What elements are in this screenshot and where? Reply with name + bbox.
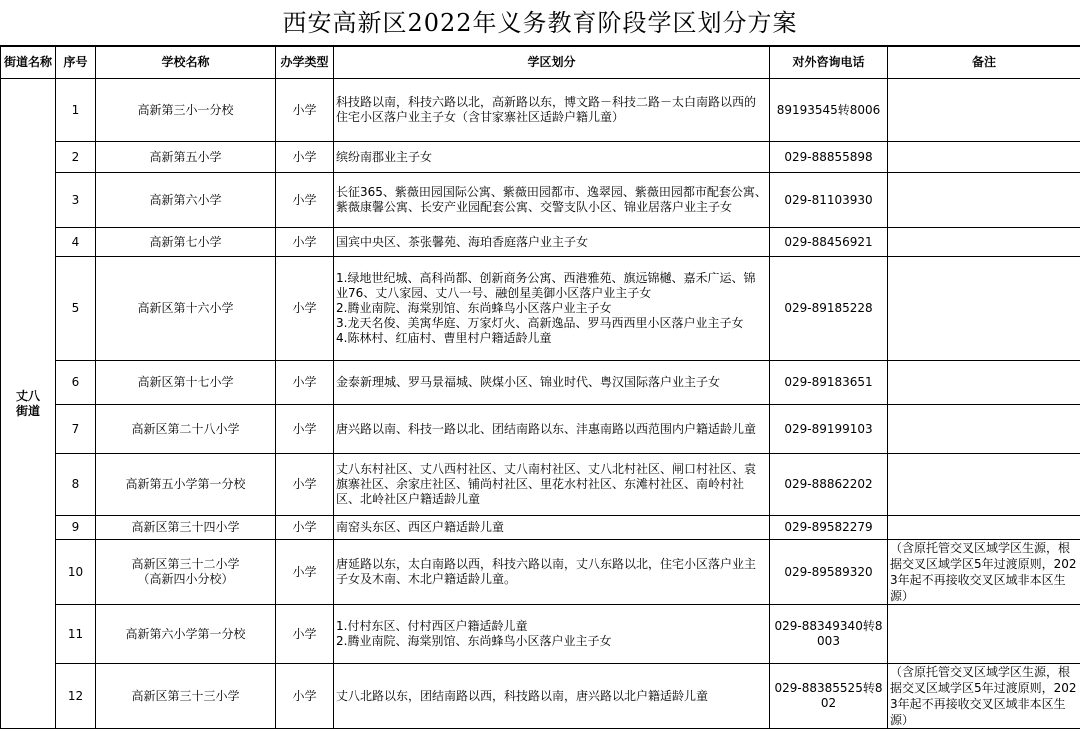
school-name-cell: 高新区第二十八小学 <box>96 405 276 454</box>
school-district-table <box>0 46 1080 729</box>
school-type-cell: 小学 <box>276 540 334 605</box>
header-school: 学校名称 <box>96 47 276 79</box>
school-name-cell: 高新第七小学 <box>96 228 276 257</box>
school-name-cell: 高新第五小学第一分校 <box>96 454 276 516</box>
phone-cell: 029-88862202 <box>770 454 888 516</box>
school-name-cell: 高新区第三十二小学 （高新四小分校） <box>96 540 276 605</box>
district-cell: 丈八北路以东，团结南路以西，科技路以南，唐兴路以北户籍适龄儿童 <box>334 664 770 729</box>
header-note: 备注 <box>888 47 1080 79</box>
phone-cell: 029-89183651 <box>770 361 888 405</box>
phone-cell: 029-89582279 <box>770 516 888 540</box>
table-row <box>1 454 1080 516</box>
row-number-cell: 9 <box>56 516 96 540</box>
school-name-cell: 高新第三小一分校 <box>96 79 276 142</box>
row-number-cell: 10 <box>56 540 96 605</box>
school-type-cell: 小学 <box>276 173 334 228</box>
phone-cell: 89193545转8006 <box>770 79 888 142</box>
school-type-cell: 小学 <box>276 516 334 540</box>
row-number-cell: 2 <box>56 142 96 173</box>
table-header-row <box>1 47 1080 79</box>
school-type-cell: 小学 <box>276 228 334 257</box>
note-cell <box>888 257 1080 361</box>
school-name-cell: 高新区第三十四小学 <box>96 516 276 540</box>
note-cell <box>888 405 1080 454</box>
note-cell <box>888 516 1080 540</box>
district-cell: 长征365、紫薇田园国际公寓、紫薇田园都市、逸翠园、紫薇田园都市配套公寓、紫薇康馨公寓、长安产业园配套公寓、交警支队小区、锦业居落户业主子女 <box>334 173 770 228</box>
phone-cell: 029-88349340转8003 <box>770 605 888 664</box>
row-number-cell: 3 <box>56 173 96 228</box>
row-number-cell: 7 <box>56 405 96 454</box>
header-no: 序号 <box>56 47 96 79</box>
school-type-cell: 小学 <box>276 142 334 173</box>
school-name-cell: 高新区第十六小学 <box>96 257 276 361</box>
school-type-cell: 小学 <box>276 361 334 405</box>
district-cell: 南窑头东区、西区户籍适龄儿童 <box>334 516 770 540</box>
note-cell <box>888 173 1080 228</box>
school-type-cell: 小学 <box>276 605 334 664</box>
district-cell: 唐延路以东，太白南路以西，科技六路以南，丈八东路以北，住宅小区落户业主子女及木南、木北户籍适龄儿童。 <box>334 540 770 605</box>
note-cell: （含原托管交叉区域学区生源，根据交叉区域学区5年过渡原则，2023年起不再接收交叉区域非本区生源） <box>888 664 1080 729</box>
district-cell: 丈八东村社区、丈八西村社区、丈八南村社区、丈八北村社区、闸口村社区、袁旗寨社区、余家庄社区、铺尚村社区、里花水村社区、东滩村社区、南岭村社区、北岭社区户籍适龄儿童 <box>334 454 770 516</box>
note-cell: （含原托管交叉区域学区生源，根据交叉区域学区5年过渡原则，2023年起不再接收交叉区域非本区生源） <box>888 540 1080 605</box>
header-district: 学区划分 <box>334 47 770 79</box>
school-name-cell: 高新区第十七小学 <box>96 361 276 405</box>
note-cell <box>888 605 1080 664</box>
phone-cell: 029-88855898 <box>770 142 888 173</box>
table-row <box>1 605 1080 664</box>
school-type-cell: 小学 <box>276 79 334 142</box>
district-cell: 国宾中央区、茶张馨苑、海珀香庭落户业主子女 <box>334 228 770 257</box>
district-cell: 科技路以南，科技六路以北，高新路以东，博文路－科技二路－太白南路以西的住宅小区落户业主子女（含甘家寨社区适龄户籍儿童） <box>334 79 770 142</box>
row-number-cell: 4 <box>56 228 96 257</box>
table-row <box>1 257 1080 361</box>
district-cell: 缤纷南郡业主子女 <box>334 142 770 173</box>
note-cell <box>888 142 1080 173</box>
header-phone: 对外咨询电话 <box>770 47 888 79</box>
row-number-cell: 5 <box>56 257 96 361</box>
table-row <box>1 79 1080 142</box>
district-cell: 唐兴路以南、科技一路以北、团结南路以东、沣惠南路以西范围内户籍适龄儿童 <box>334 405 770 454</box>
note-cell <box>888 228 1080 257</box>
school-name-cell: 高新区第三十三小学 <box>96 664 276 729</box>
district-cell: 金泰新理城、罗马景福城、陕煤小区、锦业时代、粤汉国际落户业主子女 <box>334 361 770 405</box>
table-row <box>1 361 1080 405</box>
school-type-cell: 小学 <box>276 405 334 454</box>
street-name-cell: 丈八 街道 <box>1 79 56 729</box>
row-number-cell: 11 <box>56 605 96 664</box>
school-type-cell: 小学 <box>276 664 334 729</box>
school-name-cell: 高新第五小学 <box>96 142 276 173</box>
row-number-cell: 1 <box>56 79 96 142</box>
note-cell <box>888 79 1080 142</box>
district-cell: 1.付村东区、付村西区户籍适龄儿童 2.腾业南院、海棠别馆、东尚蜂鸟小区落户业主子女 <box>334 605 770 664</box>
header-street: 街道名称 <box>1 47 56 79</box>
table-row <box>1 540 1080 605</box>
school-type-cell: 小学 <box>276 454 334 516</box>
table-row <box>1 142 1080 173</box>
header-type: 办学类型 <box>276 47 334 79</box>
table-row <box>1 173 1080 228</box>
table-row <box>1 664 1080 729</box>
note-cell <box>888 454 1080 516</box>
school-name-cell: 高新第六小学 <box>96 173 276 228</box>
note-cell <box>888 361 1080 405</box>
table-row <box>1 228 1080 257</box>
row-number-cell: 6 <box>56 361 96 405</box>
district-cell: 1.绿地世纪城、高科尚都、创新商务公寓、西港雅苑、旗远锦樾、嘉禾广运、锦业76、丈八家园、丈八一号、融创星美御小区落户业主子女 2.腾业南院、海棠别馆、东尚蜂鸟小区落户业主子女 3.龙天名俊、美寓华庭、万家灯火、高新逸品、罗马西西里小区落户业主子女 4.陈林村、红庙村、曹里村户籍适龄儿童 <box>334 257 770 361</box>
phone-cell: 029-88385525转802 <box>770 664 888 729</box>
table-row <box>1 516 1080 540</box>
phone-cell: 029-81103930 <box>770 173 888 228</box>
phone-cell: 029-89199103 <box>770 405 888 454</box>
phone-cell: 029-88456921 <box>770 228 888 257</box>
phone-cell: 029-89185228 <box>770 257 888 361</box>
page-title: 西安高新区2022年义务教育阶段学区划分方案 <box>0 0 1080 46</box>
table-row <box>1 405 1080 454</box>
row-number-cell: 12 <box>56 664 96 729</box>
school-name-cell: 高新第六小学第一分校 <box>96 605 276 664</box>
school-type-cell: 小学 <box>276 257 334 361</box>
phone-cell: 029-89589320 <box>770 540 888 605</box>
row-number-cell: 8 <box>56 454 96 516</box>
